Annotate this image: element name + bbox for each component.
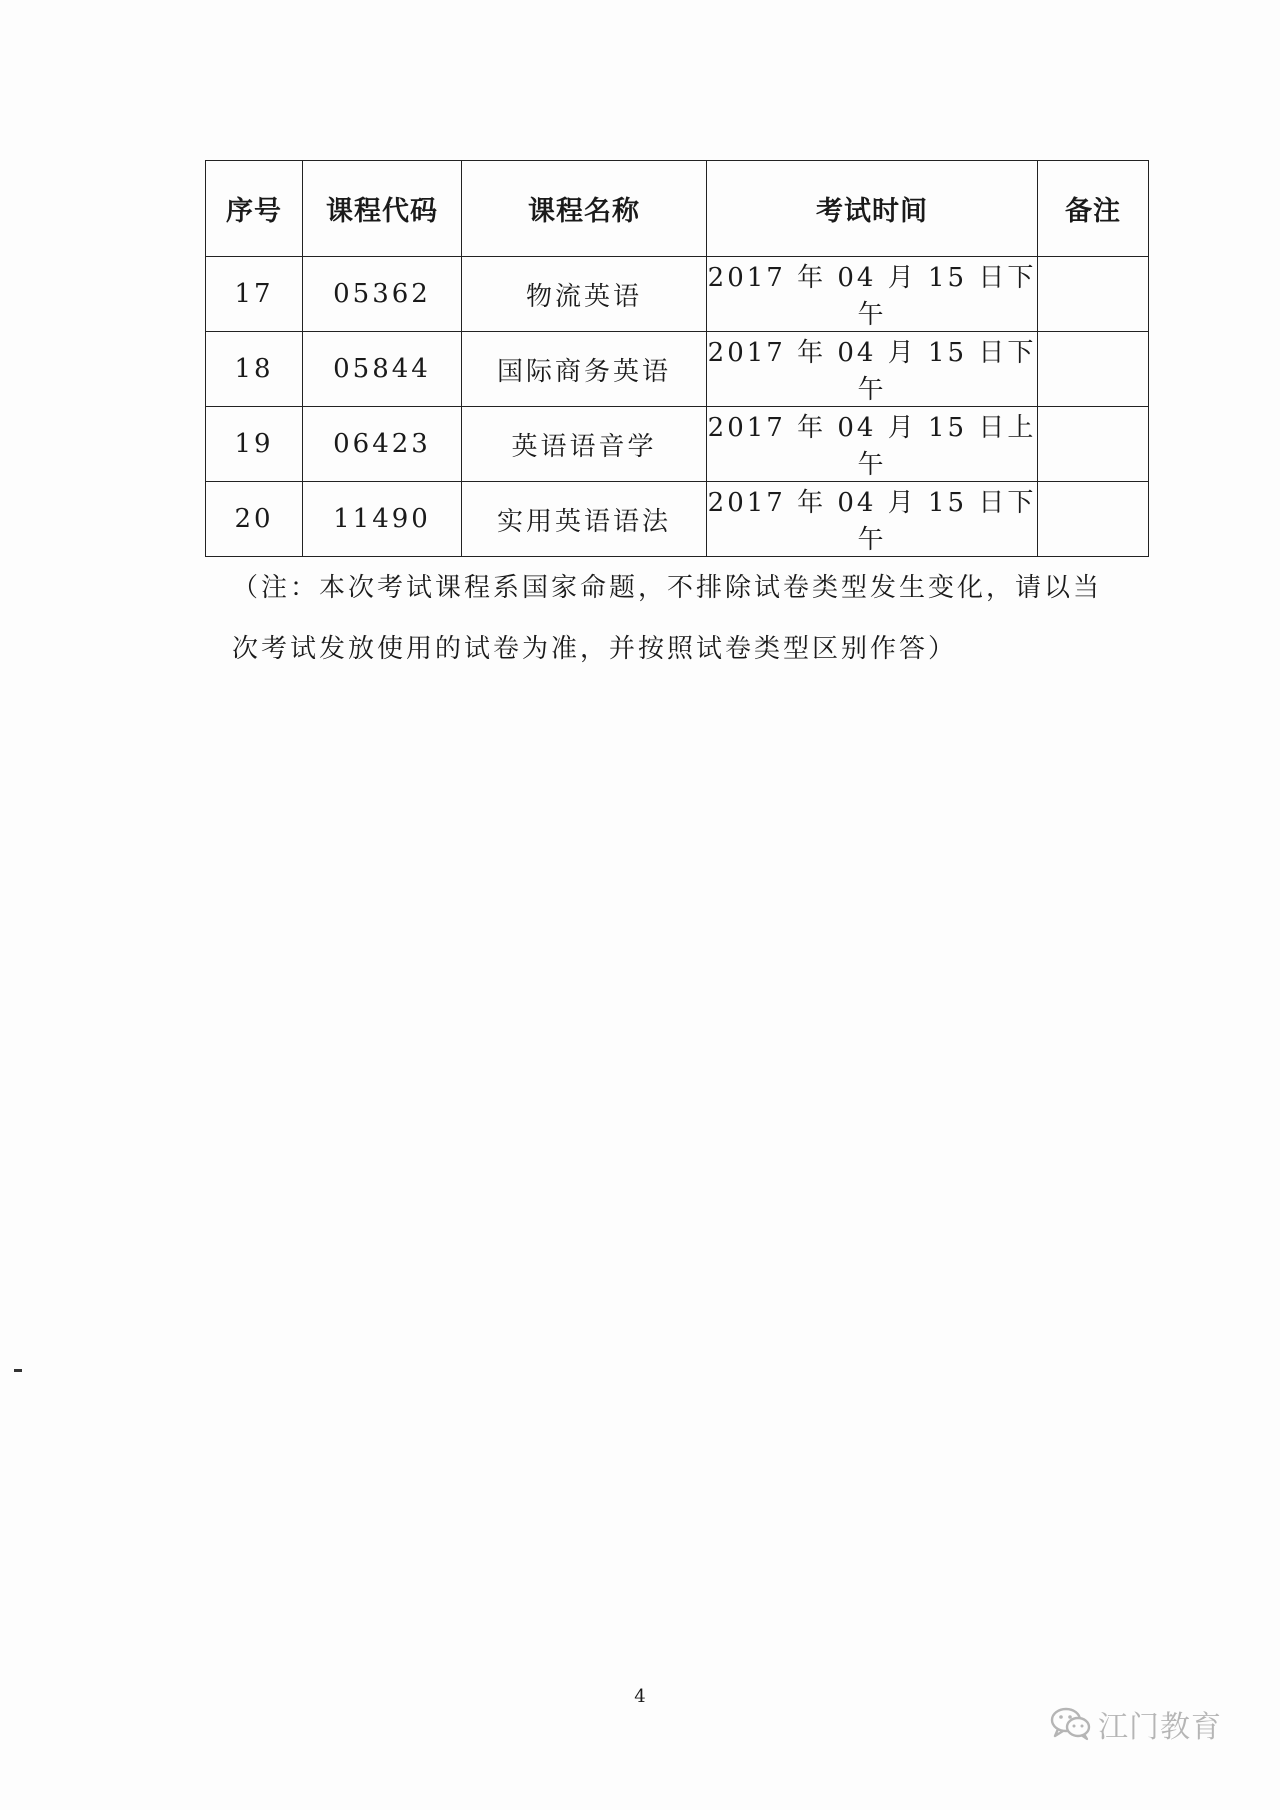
cell-course-name: 实用英语语法: [462, 482, 707, 557]
exam-note: [232, 558, 1132, 680]
cell-exam-time: 2017 年 04 月 15 日下午: [707, 332, 1038, 407]
cell-exam-time: 2017 年 04 月 15 日下午: [707, 257, 1038, 332]
cell-course-name: 物流英语: [462, 257, 707, 332]
header-remarks: 备注: [1038, 161, 1149, 257]
cell-course-code: 06423: [303, 407, 462, 482]
cell-course-code: 05844: [303, 332, 462, 407]
exam-schedule-table: [205, 160, 1149, 557]
margin-mark: [14, 1369, 22, 1372]
cell-course-name: 国际商务英语: [462, 332, 707, 407]
cell-serial-number: 19: [206, 407, 303, 482]
table-row: [206, 482, 1149, 557]
cell-remarks: [1038, 407, 1149, 482]
cell-course-code: 05362: [303, 257, 462, 332]
watermark: [1050, 1702, 1222, 1746]
cell-serial-number: 20: [206, 482, 303, 557]
header-course-name: 课程名称: [462, 161, 707, 257]
table-row: [206, 407, 1149, 482]
cell-course-code: 11490: [303, 482, 462, 557]
cell-exam-time: 2017 年 04 月 15 日下午: [707, 482, 1038, 557]
cell-exam-time: 2017 年 04 月 15 日上午: [707, 407, 1038, 482]
cell-remarks: [1038, 332, 1149, 407]
note-line-2: 次考试发放使用的试卷为准，并按照试卷类型区别作答）: [232, 634, 958, 664]
header-serial-number: 序号: [206, 161, 303, 257]
table-header-row: [206, 161, 1149, 257]
note-line-1: （注：本次考试课程系国家命题，不排除试卷类型发生变化，请以当: [232, 573, 1103, 603]
cell-remarks: [1038, 482, 1149, 557]
table-row: [206, 257, 1149, 332]
cell-course-name: 英语语音学: [462, 407, 707, 482]
page-number: 4: [634, 1686, 646, 1707]
table-row: [206, 332, 1149, 407]
wechat-icon: [1050, 1706, 1092, 1742]
header-exam-time: 考试时间: [707, 161, 1038, 257]
watermark-text: 江门教育: [1098, 1710, 1222, 1745]
cell-serial-number: 17: [206, 257, 303, 332]
cell-remarks: [1038, 257, 1149, 332]
cell-serial-number: 18: [206, 332, 303, 407]
header-course-code: 课程代码: [303, 161, 462, 257]
